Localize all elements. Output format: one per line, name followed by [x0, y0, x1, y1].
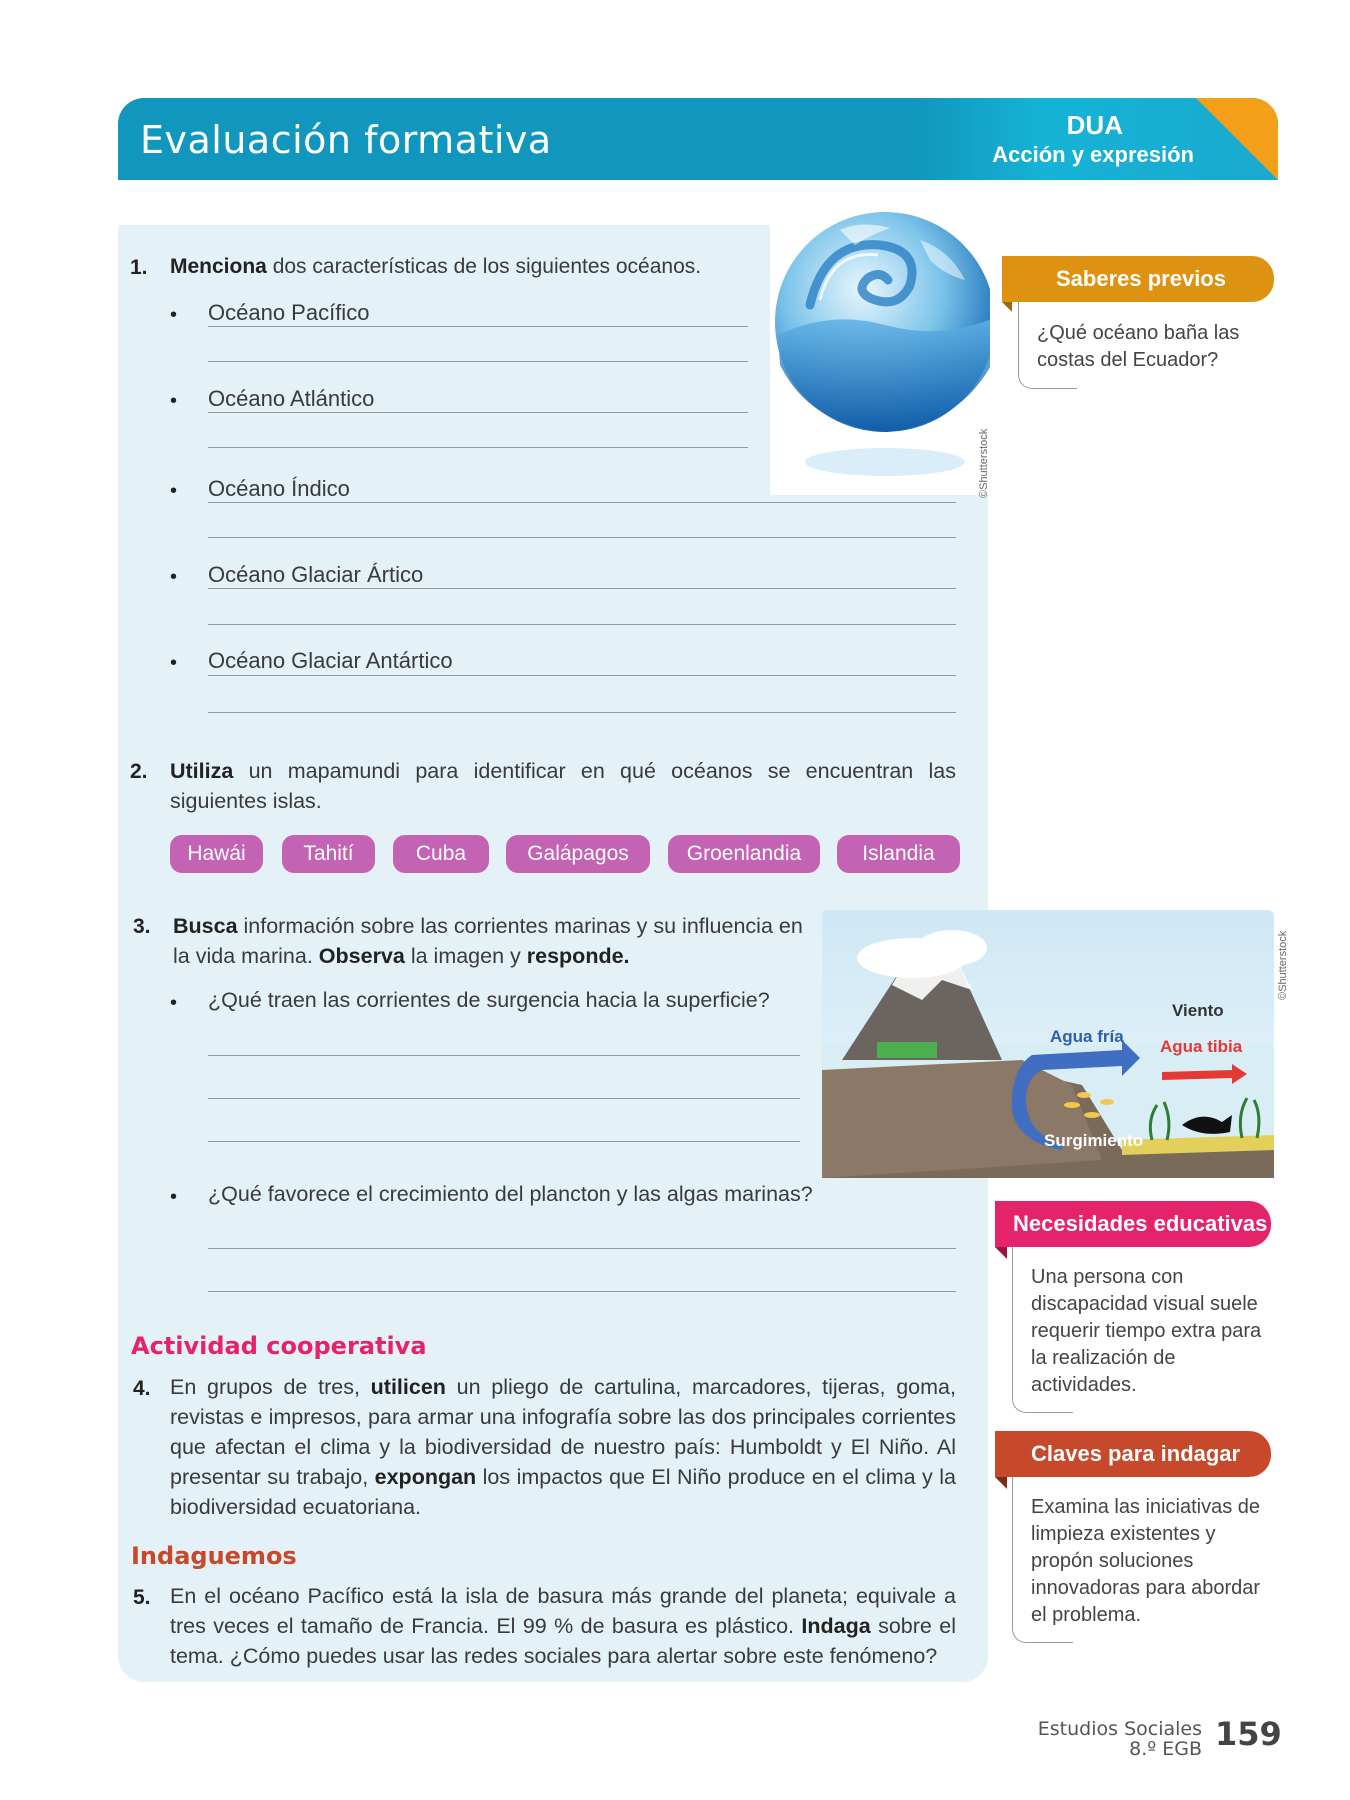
- answer-line[interactable]: [208, 712, 956, 713]
- necesidades-educativas-text: Una persona con discapacidad visual suele requerir tiempo extra para la realización de actividades.: [1031, 1266, 1262, 1396]
- upwelling-diagram: [822, 910, 1274, 1178]
- q1-item-pacifico: Océano Pacífico: [208, 300, 370, 325]
- q1-item-antartico: Océano Glaciar Antártico: [208, 648, 453, 673]
- footer-subject: Estudios Sociales: [1037, 1718, 1202, 1740]
- tab-fold: [995, 1477, 1007, 1489]
- header-corner-accent: [1196, 98, 1278, 180]
- q1-item-indico: Océano Índico: [208, 476, 350, 501]
- answer-line[interactable]: [208, 412, 748, 413]
- answer-line[interactable]: [208, 502, 956, 503]
- q5-text: [170, 1581, 956, 1671]
- tab-fold: [1002, 302, 1012, 312]
- q3-number: 3.: [133, 915, 151, 938]
- answer-line[interactable]: [208, 588, 956, 589]
- island-tag-tahiti: Tahití: [282, 835, 375, 873]
- q3-question-1: ¿Qué traen las corrientes de surgencia hacia la superficie?: [208, 988, 770, 1012]
- globe-illustration: [770, 200, 990, 495]
- q1-item-artico: Océano Glaciar Ártico: [208, 562, 424, 587]
- q1-text: dos características de los siguientes océanos.: [266, 255, 702, 278]
- bullet: •: [170, 390, 178, 412]
- q3-verb-busca: Busca: [173, 914, 238, 938]
- q3-verb-observa: Observa: [318, 944, 405, 968]
- bullet: •: [170, 1186, 178, 1208]
- q4-verb-expongan: expongan: [374, 1465, 477, 1489]
- q3-question-2: ¿Qué favorece el crecimiento del plancton y las algas marinas?: [208, 1182, 813, 1206]
- answer-line[interactable]: [208, 1055, 800, 1056]
- section-indaguemos: Indaguemos: [131, 1542, 297, 1570]
- q5-text-1: En el océano Pacífico está la isla de basura más grande del planeta; equivale a tres veces el tamaño de Francia. El 99 % de basura es plástico.: [170, 1584, 956, 1638]
- answer-line[interactable]: [208, 447, 748, 448]
- q4-text-3: los impactos que El Niño produce en el clima y la biodiversidad ecuatoriana.: [170, 1465, 956, 1519]
- island-tag-cuba: Cuba: [393, 835, 489, 873]
- photo-credit-diagram: ©Shutterstock: [1277, 930, 1289, 1000]
- q3-text-2: la imagen y: [404, 944, 527, 968]
- section-actividad-cooperativa: Actividad cooperativa: [131, 1332, 427, 1360]
- q1-number: 1.: [130, 256, 148, 279]
- answer-line[interactable]: [208, 1248, 956, 1249]
- page-title: Evaluación formativa: [140, 118, 552, 162]
- bullet: •: [170, 480, 178, 502]
- q1-verb: Menciona: [170, 255, 267, 278]
- photo-credit-globe: ©Shutterstock: [978, 428, 990, 498]
- page-header: [118, 98, 1278, 180]
- island-tag-hawai: Hawái: [170, 835, 263, 873]
- dua-subtitle: Acción y expresión: [992, 142, 1194, 167]
- q5-number: 5.: [133, 1586, 151, 1609]
- bullet: •: [170, 992, 178, 1014]
- page-number: 159: [1215, 1715, 1282, 1753]
- q4-text-2: un pliego de cartulina, marcadores, tijeras, goma, revistas e impresos, para armar una infografía sobre las dos principales corrientes que afectan el clima y la biodiversidad de nuestro país: Humboldt y El Niño. Al presentar su trabajo,: [170, 1375, 956, 1489]
- label-agua-fria: Agua fría: [1050, 1027, 1124, 1046]
- q4-number: 4.: [133, 1377, 151, 1400]
- bullet: •: [170, 566, 178, 588]
- saberes-previos-text: ¿Qué océano baña las costas del Ecuador?: [1037, 322, 1240, 371]
- claves-para-indagar-text: Examina las iniciativas de limpieza existentes y propón soluciones innovadoras para abordar el problema.: [1031, 1496, 1261, 1626]
- answer-line[interactable]: [208, 1098, 800, 1099]
- cloud-icon: [917, 930, 987, 966]
- saberes-previos-tab: Saberes previos: [1002, 256, 1274, 302]
- q5-text-2: sobre el tema. ¿Cómo puedes usar las redes sociales para alertar sobre este fenómeno?: [170, 1614, 956, 1668]
- q3-text-1: información sobre las corrientes marinas y su influencia en la vida marina.: [173, 914, 803, 968]
- bullet: •: [170, 652, 178, 674]
- q4-verb-utilicen: utilicen: [370, 1375, 446, 1399]
- q2-text: un mapamundi para identificar en qué océanos se encuentran las siguientes islas.: [170, 759, 956, 813]
- label-agua-tibia: Agua tibia: [1160, 1037, 1243, 1056]
- dua-title: DUA: [1066, 110, 1123, 140]
- answer-line[interactable]: [208, 1141, 800, 1142]
- answer-line[interactable]: [208, 326, 748, 327]
- q2-number: 2.: [130, 760, 148, 783]
- grass: [877, 1042, 937, 1058]
- island-tags: [170, 835, 960, 873]
- answer-line[interactable]: [208, 624, 956, 625]
- claves-para-indagar-tab: Claves para indagar: [995, 1431, 1271, 1477]
- bullet: •: [170, 304, 178, 326]
- island-tag-groenlandia: Groenlandia: [668, 835, 820, 873]
- q4-text: [170, 1372, 956, 1522]
- q2-prompt: [170, 756, 956, 816]
- answer-line[interactable]: [208, 361, 748, 362]
- answer-line[interactable]: [208, 675, 956, 676]
- q1-prompt: [170, 252, 701, 282]
- answer-line[interactable]: [208, 1291, 956, 1292]
- island-tag-islandia: Islandia: [837, 835, 960, 873]
- footer-grade: 8.º EGB: [1129, 1738, 1202, 1760]
- q2-verb: Utiliza: [170, 759, 234, 783]
- label-viento: Viento: [1172, 1001, 1224, 1020]
- tab-fold: [995, 1247, 1007, 1259]
- island-tag-galapagos: Galápagos: [506, 835, 650, 873]
- label-surgimiento: Surgimiento: [1044, 1131, 1144, 1150]
- globe-image: [770, 200, 990, 495]
- q5-verb-indaga: Indaga: [801, 1614, 871, 1638]
- necesidades-educativas-tab: Necesidades educativas: [995, 1201, 1271, 1247]
- q1-item-atlantico: Océano Atlántico: [208, 386, 375, 411]
- q4-text-1: En grupos de tres,: [170, 1375, 371, 1399]
- q3-prompt: [173, 911, 813, 971]
- q3-verb-responde: responde.: [526, 944, 630, 968]
- answer-line[interactable]: [208, 537, 956, 538]
